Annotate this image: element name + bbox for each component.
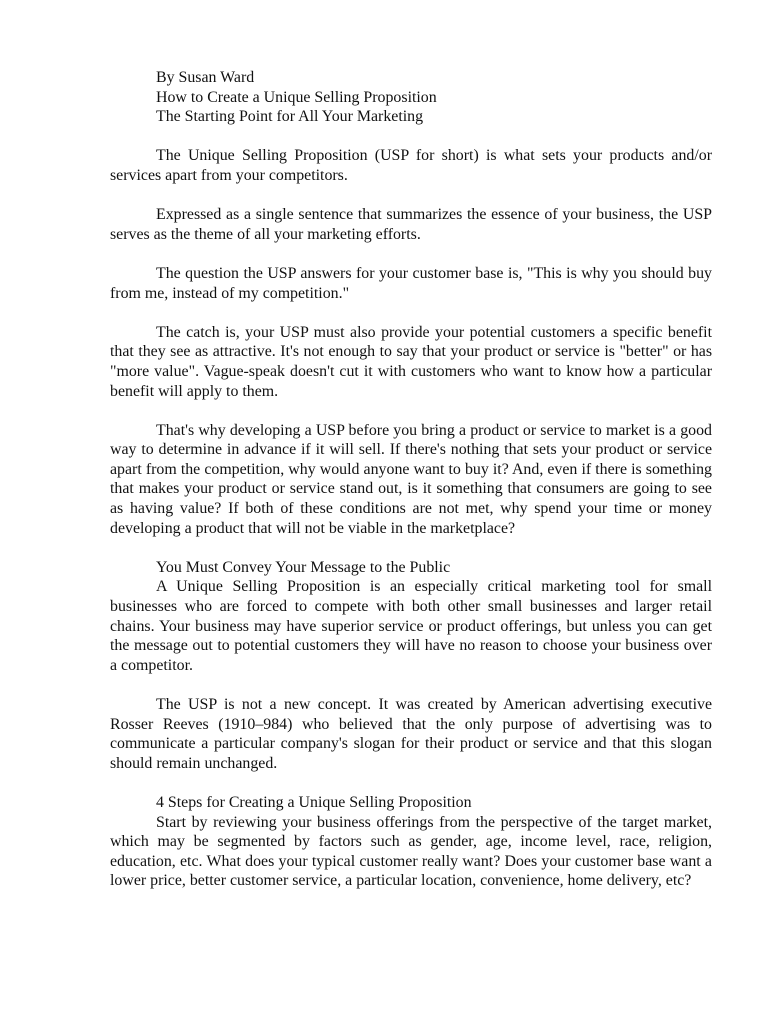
paragraph-review-offerings: Start by reviewing your business offerings from the perspective of the target market, which may be segmented by factors such as gender, age, income level, race, religion, education, etc. What does your typical customer really want? Does your customer base want a lower price, better customer service, a particular location, convenience, home delivery, etc? (110, 813, 712, 890)
paragraph-usp-developing: That's why developing a USP before you bring a product or service to market is a good way to determine in advance if it will sell. If there's nothing that sets your product or service apart from the competition, why would anyone want to buy it? And, even if there is something that makes your product or service stand out, is it something that consumers are going to see as having value? If both of these conditions are not met, why spend your time or money developing a product that will not be viable in the marketplace? (110, 421, 712, 537)
paragraph-usp-theme: Expressed as a single sentence that summarizes the essence of your business, the USP serves as the theme of all your marketing efforts. (110, 206, 712, 243)
section-heading-four-steps: 4 Steps for Creating a Unique Selling Proposition (156, 793, 472, 811)
paragraph-usp-definition: The Unique Selling Proposition (USP for short) is what sets your products and/or services apart from your competitors. (110, 147, 712, 184)
author-line: By Susan Ward (156, 69, 255, 86)
document-header (110, 68, 712, 127)
paragraph-usp-benefit: The catch is, your USP must also provide your potential customers a specific benefit that they see as attractive. It's not enough to say that your product or service is "better" or has "more value". Vague-speak doesn't cut it with customers who want to know how a particular benefit will apply to them. (110, 323, 712, 400)
article-title: How to Create a Unique Selling Proposition (156, 88, 437, 106)
paragraph-usp-history: The USP is not a new concept. It was created by American advertising executive Rosser Reeves (1910–984) who believed that the only purpose of advertising was to communicate a particular company's slogan for their product or service and that this slogan should remain unchanged. (110, 696, 712, 772)
section-heading-convey-message: You Must Convey Your Message to the Public (156, 558, 451, 576)
paragraph-usp-question: The question the USP answers for your customer base is, "This is why you should buy from me, instead of my competition." (110, 264, 712, 302)
document-page (110, 68, 712, 891)
article-subtitle: The Starting Point for All Your Marketing (156, 108, 424, 126)
paragraph-critical-tool: A Unique Selling Proposition is an especially critical marketing tool for small businesses who are forced to compete with both other small businesses and larger retail chains. Your business may have superior service or product offerings, but unless you can get the message out to potential customers they will have no reason to choose your business over a competitor. (110, 578, 712, 674)
